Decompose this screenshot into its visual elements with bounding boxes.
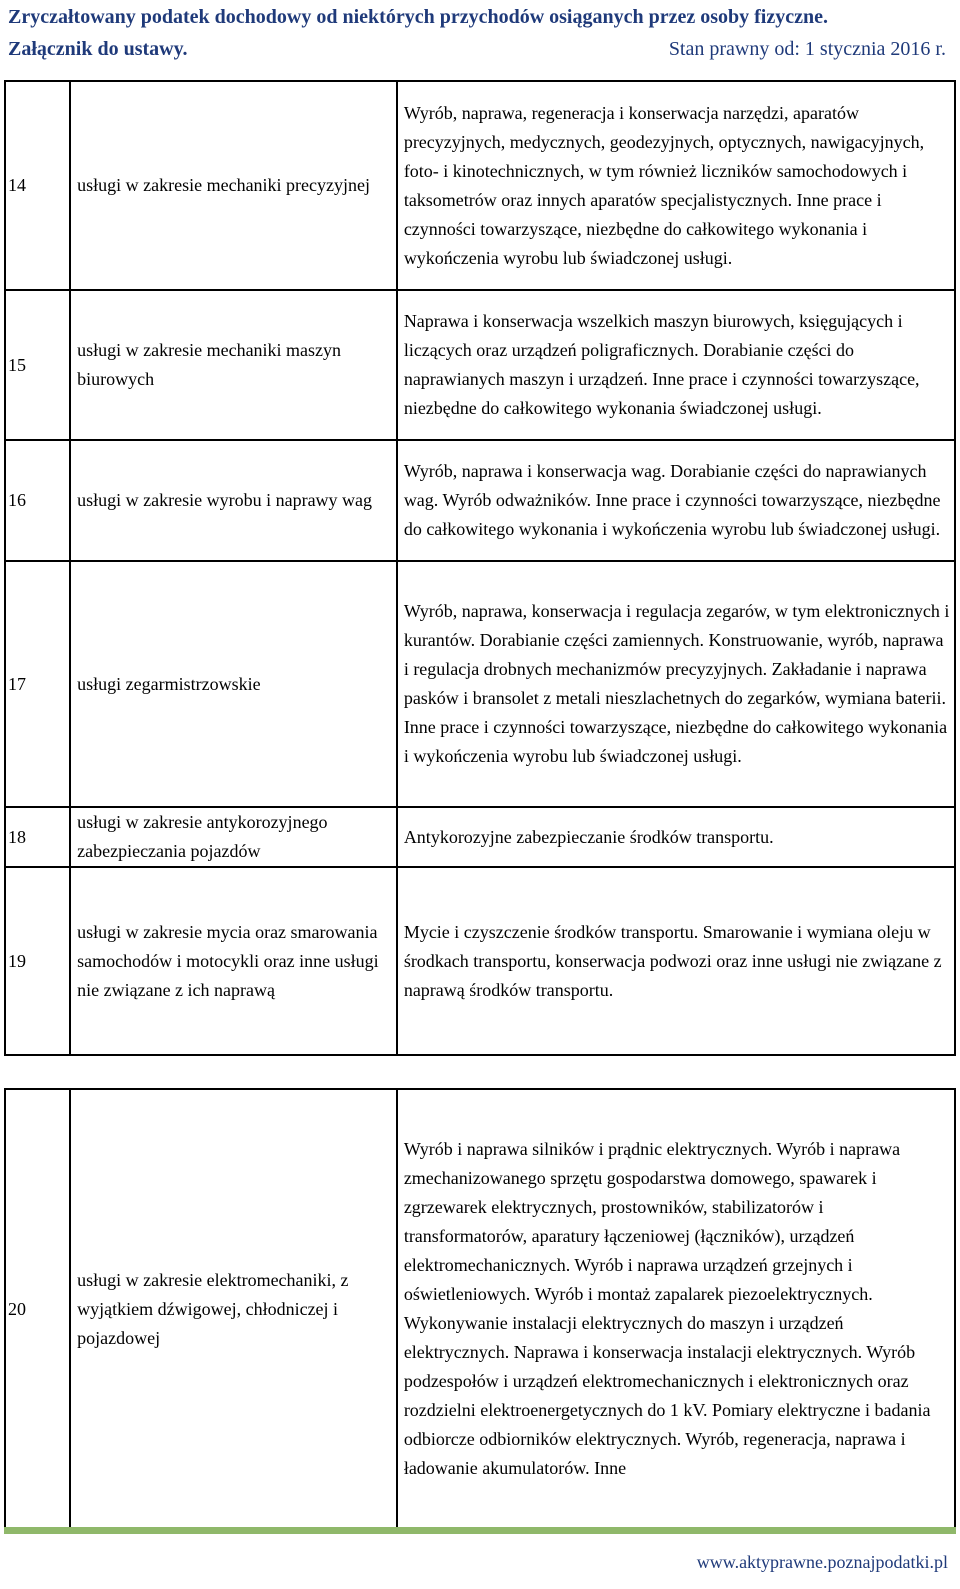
table-row	[5, 1089, 955, 1529]
service-name: usługi w zakresie mycia oraz smarowania samochodów i motocykli oraz inne usługi nie związane z ich naprawą	[70, 867, 397, 1055]
row-number: 19	[5, 867, 70, 1055]
service-name: usługi w zakresie wyrobu i naprawy wag	[70, 440, 397, 561]
footer-url[interactable]: www.aktyprawne.poznajpodatki.pl	[696, 1552, 948, 1572]
service-description: Mycie i czyszczenie środków transportu. Smarowanie i wymiana oleju w środkach transportu, konserwacja podwozi oraz inne usługi nie związane z naprawą środków transportu.	[397, 867, 955, 1055]
table-row	[5, 867, 955, 1055]
document-title: Zryczałtowany podatek dochodowy od niektórych przychodów osiąganych przez osoby fizyczne.	[8, 6, 828, 28]
row-number: 20	[5, 1089, 70, 1529]
annex-label: Załącznik do ustawy.	[8, 38, 188, 60]
footer-divider	[4, 1527, 956, 1534]
service-description: Wyrób, naprawa i konserwacja wag. Dorabianie części do naprawianych wag. Wyrób odważników. Inne prace i czynności towarzyszące, niezbędne do całkowitego wykonania i wykończenia wyrobu lub świadczonej usługi.	[397, 440, 955, 561]
row-number: 18	[5, 807, 70, 867]
service-description: Wyrób, naprawa, konserwacja i regulacja zegarów, w tym elektronicznych i kurantów. Dorabianie części zamiennych. Konstruowanie, wyrób, naprawa i regulacja drobnych mechanizmów precyzyjnych. Zakładanie i naprawa pasków i bransolet z metali nieszlachetnych do zegarków, wymiana baterii. Inne prace i czynności towarzyszące, niezbędne do całkowitego wykonania i wykończenia wyrobu lub świadczonej usługi.	[397, 561, 955, 807]
row-number: 16	[5, 440, 70, 561]
table-row	[5, 440, 955, 561]
service-name: usługi w zakresie mechaniki precyzyjnej	[70, 81, 397, 290]
service-name: usługi zegarmistrzowskie	[70, 561, 397, 807]
table-row	[5, 561, 955, 807]
document-subtitle	[8, 38, 952, 61]
service-description: Wyrób, naprawa, regeneracja i konserwacja narzędzi, aparatów precyzyjnych, medycznych, geodezyjnych, optycznych, nawigacyjnych, foto- i kinotechnicznych, w tym również liczników samochodowych i taksometrów oraz innych aparatów specjalistycznych. Inne prace i czynności towarzyszące, niezbędne do całkowitego wykonania i wykończenia wyrobu lub świadczonej usługi.	[397, 81, 955, 290]
table-row	[5, 81, 955, 290]
row-number: 17	[5, 561, 70, 807]
service-name: usługi w zakresie elektromechaniki, z wyjątkiem dźwigowej, chłodniczej i pojazdowej	[70, 1089, 397, 1529]
row-number: 15	[5, 290, 70, 440]
table-row	[5, 807, 955, 867]
legal-status-date: Stan prawny od: 1 stycznia 2016 r.	[668, 38, 946, 60]
service-name: usługi w zakresie mechaniki maszyn biurowych	[70, 290, 397, 440]
services-table-continued	[4, 1088, 956, 1530]
service-name: usługi w zakresie antykorozyjnego zabezpieczania pojazdów	[70, 807, 397, 867]
table-row	[5, 290, 955, 440]
services-table	[4, 80, 956, 1056]
row-number: 14	[5, 81, 70, 290]
service-description: Naprawa i konserwacja wszelkich maszyn biurowych, księgujących i liczących oraz urządzeń poligraficznych. Dorabianie części do naprawianych maszyn i urządzeń. Inne prace i czynności towarzyszące, niezbędne do całkowitego wykonania świadczonej usługi.	[397, 290, 955, 440]
service-description: Antykorozyjne zabezpieczanie środków transportu.	[397, 807, 955, 867]
service-description: Wyrób i naprawa silników i prądnic elektrycznych. Wyrób i naprawa zmechanizowanego sprzętu gospodarstwa domowego, spawarek i zgrzewarek elektrycznych, prostowników, stabilizatorów i transformatorów, aparatury łączeniowej (łączników), urządzeń elektromechanicznych. Wyrób i naprawa urządzeń grzejnych i oświetleniowych. Wyrób i montaż zapalarek piezoelektrycznych. Wykonywanie instalacji elektrycznych do maszyn i urządzeń elektrycznych. Naprawa i konserwacja instalacji elektrycznych. Wyrób podzespołów i urządzeń elektromechanicznych i elektronicznych oraz rozdzielni elektroenergetycznych do 1 kV. Pomiary elektryczne i badania odbiorcze odbiorników elektrycznych. Wyrób, regeneracja, naprawa i ładowanie akumulatorów. Inne	[397, 1089, 955, 1529]
